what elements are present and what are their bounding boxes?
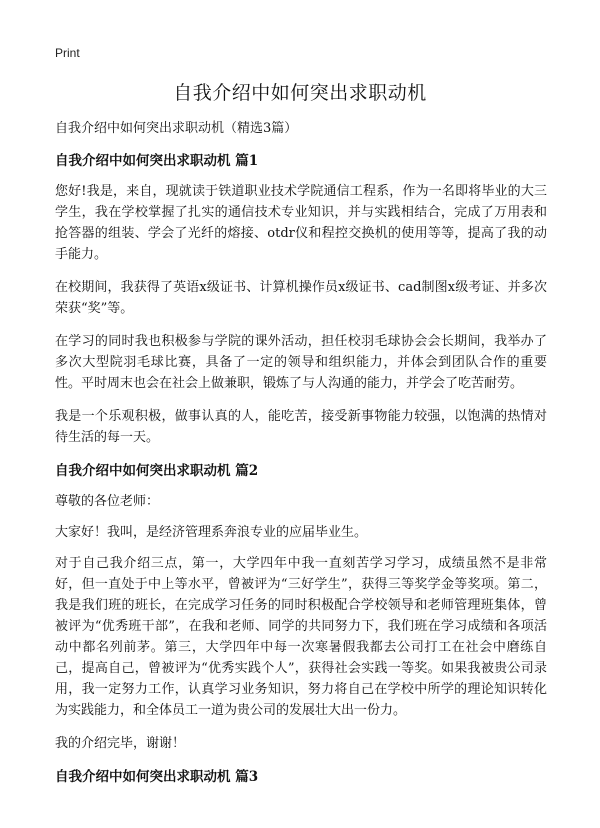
section-2-paragraph-4: 我的介绍完毕，谢谢！ — [55, 736, 186, 751]
document-body — [55, 118, 547, 797]
print-label: Print — [55, 46, 80, 60]
section-1-paragraph-2: 在校期间，我获得了英语x级证书、计算机操作员x级证书、cad制图x级考证、并多次荣获“奖”等。 — [55, 280, 547, 316]
section-1-paragraph-3: 在学习的同时我也积极参与学院的课外活动，担任校羽毛球协会会长期间，我举办了多次大型院羽毛球比赛，具备了一定的领导和组织能力，并体会到团队合作的重要性。平时周末也会在社会上做兼职，锻炼了与人沟通的能力，并学会了吃苦耐劳。 — [55, 334, 547, 391]
section-2-paragraph-2: 大家好！我叫，是经济管理系奔浪专业的应届毕业生。 — [55, 525, 368, 540]
section-heading-2: 自我介绍中如何突出求职动机 篇2 — [55, 463, 259, 479]
section-2-paragraph-3: 对于自己我介绍三点，第一，大学四年中我一直刻苦学习学习，成绩虽然不是非常好，但一直处于中上等水平，曾被评为“三好学生”，获得三等奖学金等奖项。第二，我是我们班的班长，在完成学习任务的同时积极配合学校领导和老师管理班集体，曾被评为“优秀班干部”，在我和老师、同学的共同努力下，我们班在学习成绩和各项活动中都名列前茅。第三，大学四年中每一次寒暑假我都去公司打工在社会中磨练自己，提高自己，曾被评为“优秀实践个人”，获得社会实践一等奖。如果我被贵公司录用，我一定努力工作，认真学习业务知识，努力将自己在学校中所学的理论知识转化为实践能力，和全体员工一道为贵公司的发展壮大出一份力。 — [55, 556, 547, 718]
section-heading-3: 自我介绍中如何突出求职动机 篇3 — [55, 769, 259, 785]
section-1-paragraph-1: 您好!我是，来自，现就读于铁道职业技术学院通信工程系，作为一名即将毕业的大三学生，我在学校掌握了扎实的通信技术专业知识，并与实践相结合，完成了万用表和抢答器的组装、学会了光纤的熔接、otdr仪和程控交换机的使用等等，提高了我的动手能力。 — [55, 184, 547, 262]
section-1-paragraph-4: 我是一个乐观积极，做事认真的人，能吃苦，接受新事物能力较强，以饱满的热情对待生活的每一天。 — [55, 409, 547, 445]
page-title: 自我介绍中如何突出求职动机 — [173, 82, 427, 104]
section-2-paragraph-1: 尊敬的各位老师： — [55, 494, 160, 509]
document-subtitle: 自我介绍中如何突出求职动机（精选3篇） — [55, 121, 298, 136]
section-heading-1: 自我介绍中如何突出求职动机 篇1 — [55, 153, 259, 169]
